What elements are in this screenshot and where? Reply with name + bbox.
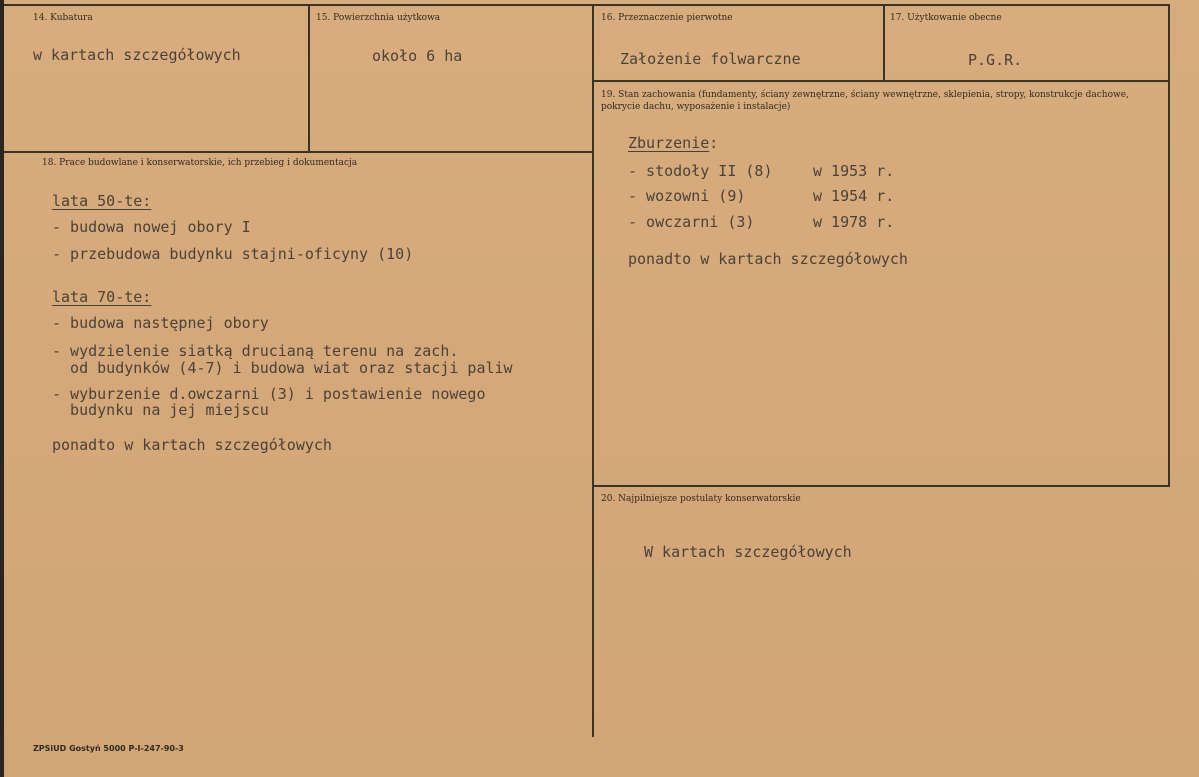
field-18-note: ponadto w kartach szczegółowych	[52, 436, 332, 454]
divider-row1-left	[4, 151, 594, 153]
card-left-edge	[0, 0, 4, 777]
field-19-note: ponadto w kartach szczegółowych	[628, 250, 908, 268]
stan-year: w 1978 r.	[813, 213, 895, 231]
group2-heading: lata 70-te:	[52, 288, 152, 306]
field-20-label: 20. Najpilniejsze postulaty konserwatorskie	[601, 494, 801, 504]
field-18-label: 18. Prace budowlane i konserwatorskie, ich przebieg i dokumentacja	[42, 158, 358, 168]
group2-item: budynku na jej miejscu	[52, 401, 269, 419]
stan-heading-colon: :	[709, 134, 719, 152]
stan-item: - stodoły II (8)	[628, 162, 773, 180]
divider-col-15	[308, 4, 310, 152]
stan-year: w 1954 r.	[813, 187, 895, 205]
right-border	[1168, 4, 1170, 486]
group1-heading: lata 50-te:	[52, 192, 152, 210]
top-border	[4, 4, 1170, 6]
field-15-value: około 6 ha	[372, 47, 463, 65]
field-17-value: P.G.R.	[968, 51, 1023, 69]
group2-item: - budowa następnej obory	[52, 314, 269, 332]
group2-item: - wydzielenie siatką drucianą terenu na zach.	[52, 342, 459, 360]
group1-item: - przebudowa budynku stajni-oficyny (10)	[52, 245, 414, 263]
divider-row1-right	[594, 80, 1170, 82]
field-17-label: 17. Użytkowanie obecne	[890, 13, 1002, 23]
field-16-label: 16. Przeznaczenie pierwotne	[601, 13, 733, 23]
group2-item: - wyburzenie d.owczarni (3) i postawienie nowego	[52, 385, 486, 403]
stan-heading-row	[628, 135, 718, 152]
field-14-value: w kartach szczegółowych	[33, 46, 241, 64]
divider-col-16	[592, 4, 594, 737]
field-15-label: 15. Powierzchnia użytkowa	[316, 13, 441, 23]
group2-item: od budynków (4-7) i budowa wiat oraz stacji paliw	[52, 359, 513, 377]
divider-field20	[594, 485, 1170, 487]
stan-heading: Zburzenie	[628, 134, 710, 152]
divider-col-17	[883, 4, 885, 81]
form-footer: ZPSiUD Gostyń 5000 P-I-247-90-3	[33, 744, 184, 753]
group1-item: - budowa nowej obory I	[52, 218, 251, 236]
field-19-label: 19. Stan zachowania (fundamenty, ściany zewnętrzne, ściany wewnętrzne, sklepienia, stropy, konstrukcje dachowe, pokrycie dachu, wyposażenie i instalacje)	[601, 90, 1129, 112]
stan-year: w 1953 r.	[813, 162, 895, 180]
stan-item: - owczarni (3)	[628, 213, 755, 231]
field-14-label: 14. Kubatura	[33, 13, 93, 23]
field-16-value: Założenie folwarczne	[620, 50, 801, 68]
stan-item: - wozowni (9)	[628, 187, 746, 205]
field-20-value: W kartach szczegółowych	[644, 543, 852, 561]
